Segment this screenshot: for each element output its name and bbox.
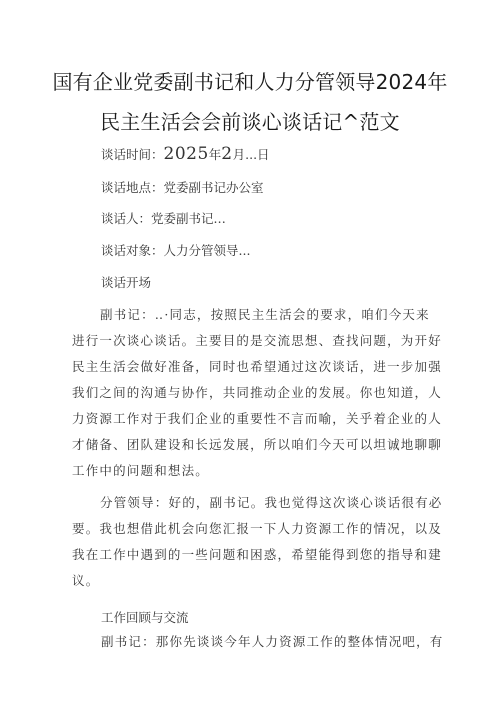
- paragraph-line: 我在工作中遇到的一些问题和困惑，希望能得到您的指导和建: [72, 547, 442, 562]
- meta-time-rest: 月...日: [232, 147, 270, 162]
- paragraph-line: 工作中的问题和想法。: [72, 463, 210, 478]
- paragraph-line: 议。: [72, 573, 100, 588]
- paragraph-line: 副书记：‥·同志，按照民主生活会的要求，咱们今天来: [100, 307, 430, 322]
- meta-talk-place: 谈话地点：党委副书记办公室: [101, 180, 264, 195]
- paragraph-deputy-secretary-opening: [72, 302, 442, 484]
- paragraph-line: 民主生活会做好准备，同时也希望通过这次谈话，进一步加强: [72, 359, 442, 374]
- paragraph-line: 要。我也想借此机会向您汇报一下人力资源工作的情况，以及: [72, 521, 442, 536]
- document-title-line-2: 民主生活会会前谈心谈话记^范文: [100, 110, 400, 134]
- document-title-line-1: 国有企业党委副书记和人力分管领导2024年: [52, 70, 448, 94]
- paragraph-line: 力资源工作对于我们企业的重要性不言而喻，关乎着企业的人: [72, 411, 442, 426]
- meta-talk-speaker: 谈话人：党委副书记.‥: [101, 211, 226, 226]
- meta-time-year-number: 2025: [163, 144, 209, 164]
- meta-talk-target: 谈话对象：人力分管领导...: [101, 243, 251, 258]
- paragraph-line: 才储备、团队建设和长远发展，所以咱们今天可以坦诚地聊聊: [72, 437, 442, 452]
- paragraph-deputy-secretary-question: 副书记：那你先谈谈今年人力资源工作的整体情况吧，有: [101, 634, 444, 649]
- meta-time-label: 谈话时间：: [101, 147, 164, 162]
- paragraph-line: 我们之间的沟通与协作，共同推动企业的发展。你也知道，人: [72, 385, 442, 400]
- meta-talk-time: [101, 144, 270, 164]
- paragraph-line: 进行一次谈心谈话。主要目的是交流思想、查找问题，为开好: [72, 333, 442, 348]
- paragraph-manager-reply: [72, 490, 443, 594]
- section-heading-review: 工作回顾与交流: [101, 610, 189, 625]
- meta-time-month-number: 2: [221, 144, 233, 164]
- meta-time-year-char: 年: [208, 147, 222, 162]
- paragraph-line: 分管领导：好的，副书记。我也觉得这次谈心谈话很有必: [100, 495, 443, 510]
- section-heading-opening: 谈话开场: [101, 275, 152, 290]
